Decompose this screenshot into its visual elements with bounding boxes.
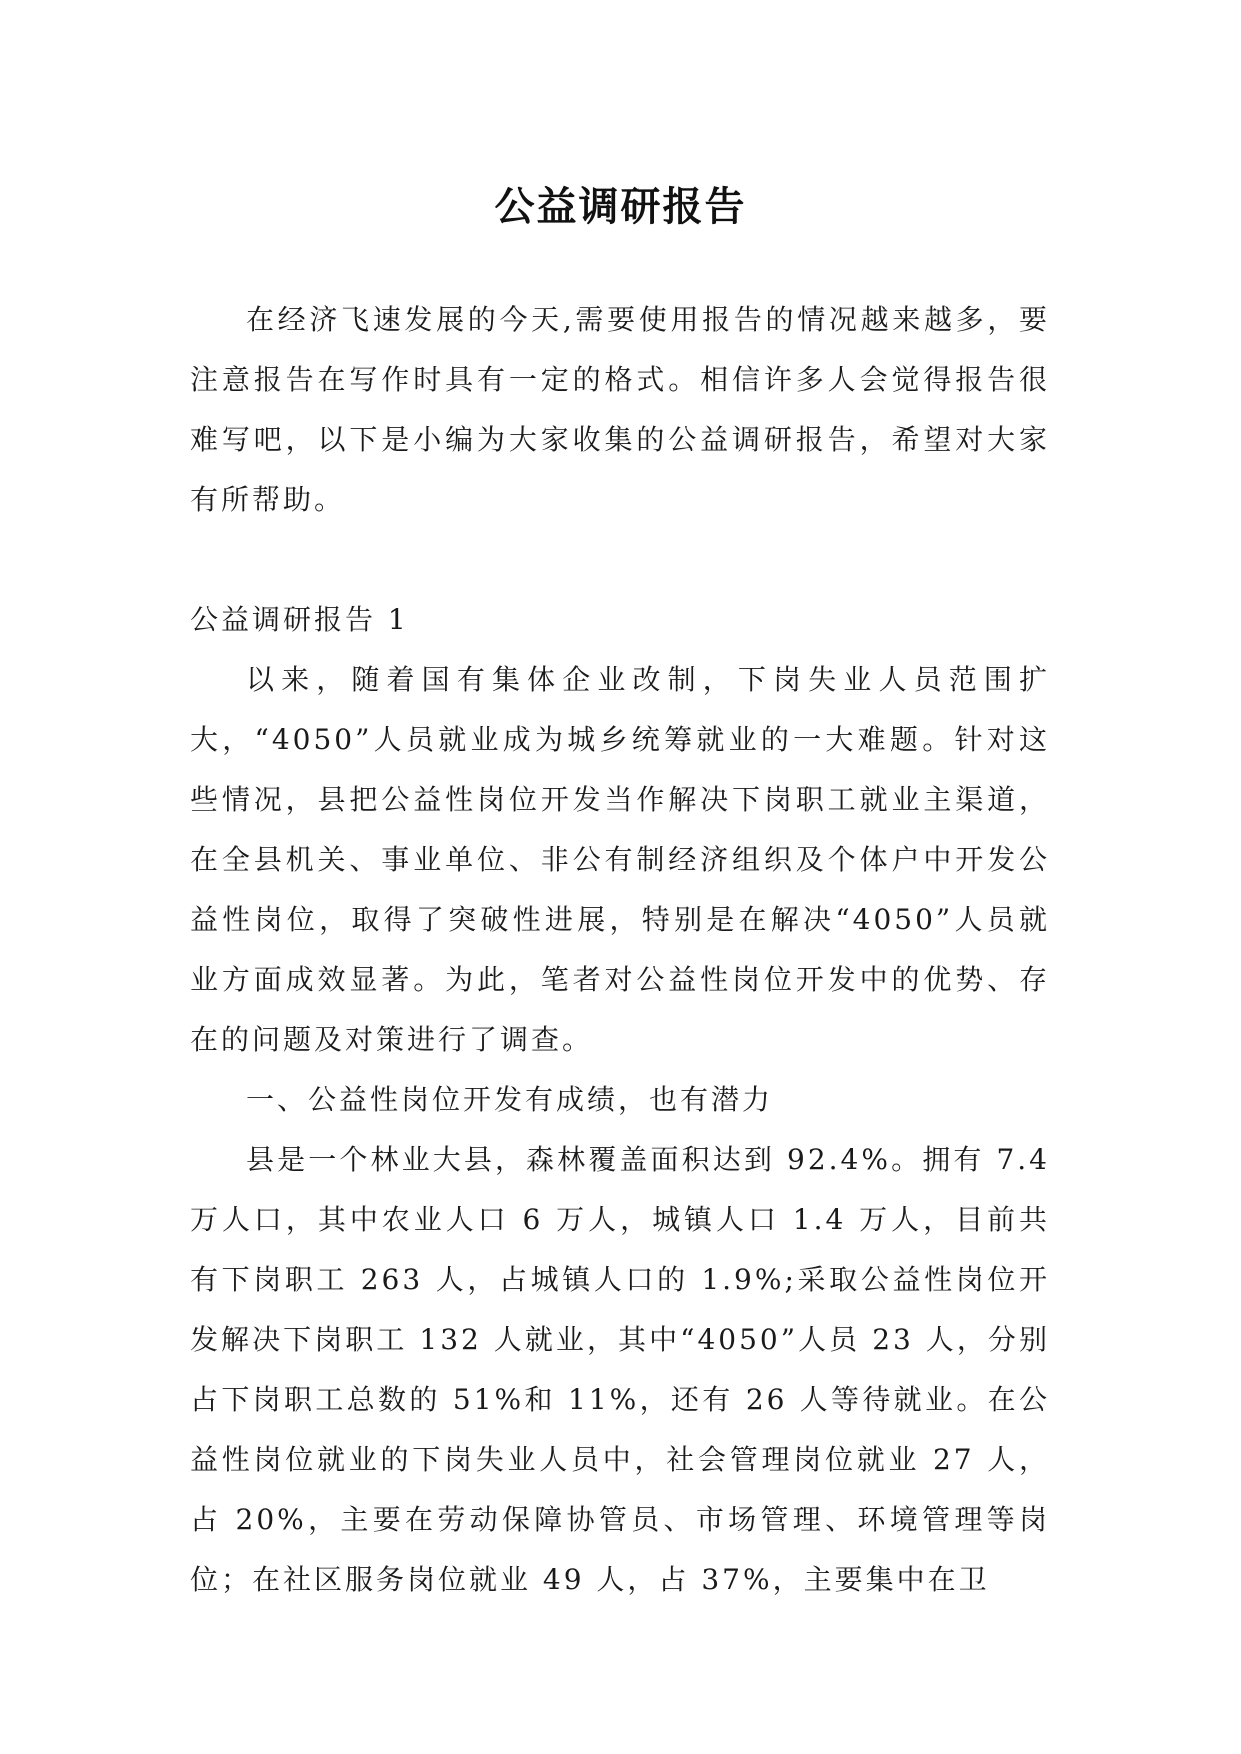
section-title: 公益调研报告 1	[190, 603, 409, 636]
intro-paragraph: 在经济飞速发展的今天,需要使用报告的情况越来越多，要注意报告在写作时具有一定的格式。相信许多人会觉得报告很难写吧，以下是小编为大家收集的公益调研报告，希望对大家有所帮助。	[190, 303, 1050, 516]
body-paragraph: 县是一个林业大县，森林覆盖面积达到 92.4%。拥有 7.4 万人口，其中农业人口 6 万人，城镇人口 1.4 万人，目前共有下岗职工 263 人，占城镇人口的 1.9%;采取公益性岗位开发解决下岗职工 132 人就业，其中“4050”人员 23 人，分别占下岗职工总数的 51%和 11%，还有 26 人等待就业。在公益性岗位就业的下岗失业人员中，社会管理岗位就业 27 人，占 20%，主要在劳动保障协管员、市场管理、环境管理等岗位；在社区服务岗位就业 49 人，占 37%，主要集中在卫	[190, 1143, 1050, 1596]
document-title: 公益调研报告	[494, 183, 747, 230]
paragraph-gap	[190, 530, 1050, 590]
body-paragraph: 以来，随着国有集体企业改制，下岗失业人员范围扩大，“4050”人员就业成为城乡统筹就业的一大难题。针对这些情况，县把公益性岗位开发当作解决下岗职工就业主渠道，在全县机关、事业单位、非公有制经济组织及个体户中开发公益性岗位，取得了突破性进展，特别是在解决“4050”人员就业方面成效显著。为此，笔者对公益性岗位开发中的优势、存在的问题及对策进行了调查。	[190, 663, 1050, 1056]
document-body	[190, 290, 1050, 1610]
subheading-paragraph: 一、公益性岗位开发有成绩，也有潜力	[246, 1083, 774, 1116]
